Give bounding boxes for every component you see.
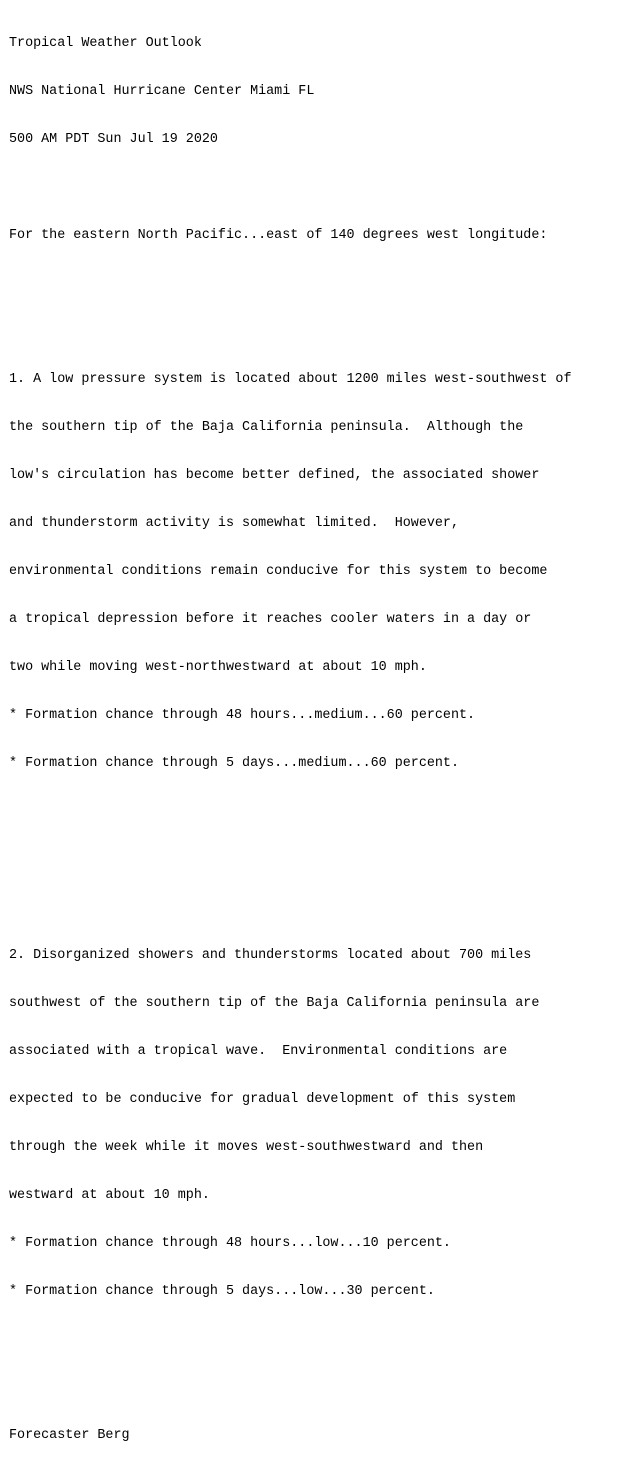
system-2-line: westward at about 10 mph. (9, 1188, 210, 1203)
system-1-line: two while moving west-northwestward at about 10 mph. (9, 660, 427, 675)
spacer (9, 276, 615, 292)
system-2-line: associated with a tropical wave. Environmental conditions are (9, 1044, 508, 1059)
system-1-line: and thunderstorm activity is somewhat limited. However, (9, 516, 459, 531)
system-2-chance-5d: * Formation chance through 5 days...low...30 percent. (9, 1284, 435, 1299)
forecaster-signature: Forecaster Berg (9, 1428, 130, 1443)
system-1-line: a tropical depression before it reaches cooler waters in a day or (9, 612, 532, 627)
system-1-line: environmental conditions remain conducive for this system to become (9, 564, 548, 579)
system-1-section (9, 340, 615, 804)
outlook-document (9, 4, 615, 1460)
region-intro: For the eastern North Pacific...east of 140 degrees west longitude: (9, 228, 548, 243)
system-2-line: southwest of the southern tip of the Baja California peninsula are (9, 996, 540, 1011)
system-2-line: 2. Disorganized showers and thunderstorms located about 700 miles (9, 948, 532, 963)
spacer (9, 180, 615, 196)
outlook-title: Tropical Weather Outlook (9, 36, 202, 51)
system-1-chance-5d: * Formation chance through 5 days...medium...60 percent. (9, 756, 459, 771)
system-2-chance-48h: * Formation chance through 48 hours...low...10 percent. (9, 1236, 451, 1251)
system-1-line: low's circulation has become better defined, the associated shower (9, 468, 540, 483)
system-1-chance-48h: * Formation chance through 48 hours...medium...60 percent. (9, 708, 476, 723)
issue-time: 500 AM PDT Sun Jul 19 2020 (9, 132, 218, 147)
system-1-line: the southern tip of the Baja California peninsula. Although the (9, 420, 524, 435)
system-2-line: expected to be conducive for gradual development of this system (9, 1092, 516, 1107)
system-2-line: through the week while it moves west-southwestward and then (9, 1140, 484, 1155)
issuing-office: NWS National Hurricane Center Miami FL (9, 84, 315, 99)
spacer (9, 852, 615, 868)
system-1-line: 1. A low pressure system is located about 1200 miles west-southwest of (9, 372, 572, 387)
spacer (9, 1380, 615, 1396)
system-2-section (9, 916, 615, 1332)
